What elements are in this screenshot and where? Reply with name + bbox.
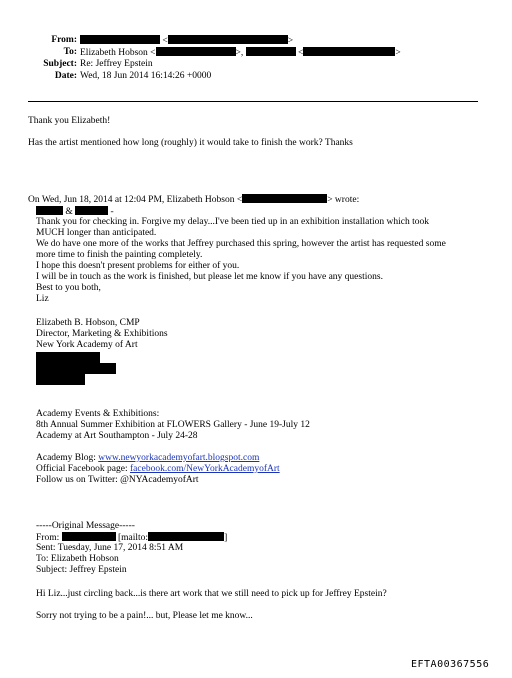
redaction-bar bbox=[36, 374, 85, 385]
quote-intro-suffix: > wrote: bbox=[327, 195, 360, 205]
signature-title: Director, Marketing & Exhibitions bbox=[36, 329, 168, 339]
quote-line: MUCH longer than anticipated. bbox=[36, 228, 157, 238]
header-divider bbox=[28, 101, 478, 102]
redaction-bar bbox=[36, 363, 116, 374]
dash: - bbox=[110, 207, 114, 217]
blog-link[interactable]: www.newyorkacademyofart.blogspot.com bbox=[98, 453, 260, 463]
quote-line: Thank you for checking in. Forgive my delay...I've been tied up in an exhibition installation which took bbox=[36, 217, 429, 227]
subject-value: Re: Jeffrey Epstein bbox=[80, 59, 153, 69]
signature-name: Elizabeth B. Hobson, CMP bbox=[36, 318, 140, 328]
facebook-link[interactable]: facebook.com/NewYorkAcademyofArt bbox=[130, 464, 280, 474]
mailto-close: ] bbox=[224, 533, 228, 543]
to-label: To: bbox=[63, 47, 77, 57]
blog-line bbox=[36, 453, 259, 464]
original-to: To: Elizabeth Hobson bbox=[36, 554, 119, 564]
from-label: From: bbox=[51, 35, 77, 45]
original-divider: -----Original Message----- bbox=[36, 521, 135, 531]
redaction-bar bbox=[168, 35, 288, 44]
document-stamp: EFTA00367556 bbox=[411, 659, 490, 670]
quote-line: Liz bbox=[36, 294, 49, 304]
event-line: 8th Annual Summer Exhibition at FLOWERS Gallery - June 19-July 12 bbox=[36, 420, 310, 430]
original-from-label: From: bbox=[36, 533, 62, 543]
mailto-label: [mailto: bbox=[117, 533, 149, 543]
redaction-bar bbox=[36, 352, 100, 363]
redaction-bar bbox=[242, 194, 327, 203]
original-subject: Subject: Jeffrey Epstein bbox=[36, 565, 127, 575]
redaction-bar bbox=[36, 206, 63, 215]
subject-label: Subject: bbox=[43, 59, 77, 69]
blog-label: Academy Blog: bbox=[36, 453, 99, 463]
redaction-bar bbox=[156, 47, 236, 56]
original-body-2: Sorry not trying to be a pain!... but, Please let me know... bbox=[36, 611, 253, 621]
events-heading: Academy Events & Exhibitions: bbox=[36, 409, 160, 419]
date-value: Wed, 18 Jun 2014 16:14:26 +0000 bbox=[80, 71, 212, 81]
twitter-line: Follow us on Twitter: @NYAcademyofArt bbox=[36, 475, 199, 485]
quote-line: We do have one more of the works that Jeffrey purchased this spring, however the artist has requested some bbox=[36, 239, 446, 249]
original-body-1: Hi Liz...just circling back...is there art work that we still need to pick up for Jeffrey Epstein? bbox=[36, 589, 387, 599]
reply-line-1: Thank you Elizabeth! bbox=[28, 116, 111, 126]
signature-org: New York Academy of Art bbox=[36, 340, 138, 350]
reply-line-2: Has the artist mentioned how long (roughly) it would take to finish the work? Thanks bbox=[28, 138, 353, 148]
date-label: Date: bbox=[54, 71, 77, 81]
to-name: Elizabeth Hobson < bbox=[80, 48, 156, 58]
quote-line: Best to you both, bbox=[36, 283, 101, 293]
quote-line: I will be in touch as the work is finished, but please let me know if you have any questions. bbox=[36, 272, 383, 282]
redaction-bar bbox=[246, 47, 296, 56]
event-line: Academy at Art Southampton - July 24-28 bbox=[36, 431, 198, 441]
redaction-bar bbox=[75, 206, 108, 215]
from-value: < > bbox=[80, 35, 293, 47]
quote-intro-prefix: On Wed, Jun 18, 2014 at 12:04 PM, Elizabeth Hobson < bbox=[28, 195, 243, 205]
quote-line: more time to finish the painting completely. bbox=[36, 250, 203, 260]
original-sent: Sent: Tuesday, June 17, 2014 8:51 AM bbox=[36, 543, 184, 553]
facebook-line bbox=[36, 464, 280, 475]
redaction-bar bbox=[62, 532, 116, 541]
facebook-label: Official Facebook page: bbox=[36, 464, 130, 474]
redaction-bar bbox=[80, 35, 160, 44]
ampersand: & bbox=[65, 207, 73, 217]
quote-line: I hope this doesn't present problems for either of you. bbox=[36, 261, 240, 271]
redaction-bar bbox=[148, 532, 224, 541]
to-value: Elizabeth Hobson < >, < > bbox=[80, 48, 401, 58]
redaction-bar bbox=[303, 47, 395, 56]
quote-intro bbox=[28, 194, 359, 206]
